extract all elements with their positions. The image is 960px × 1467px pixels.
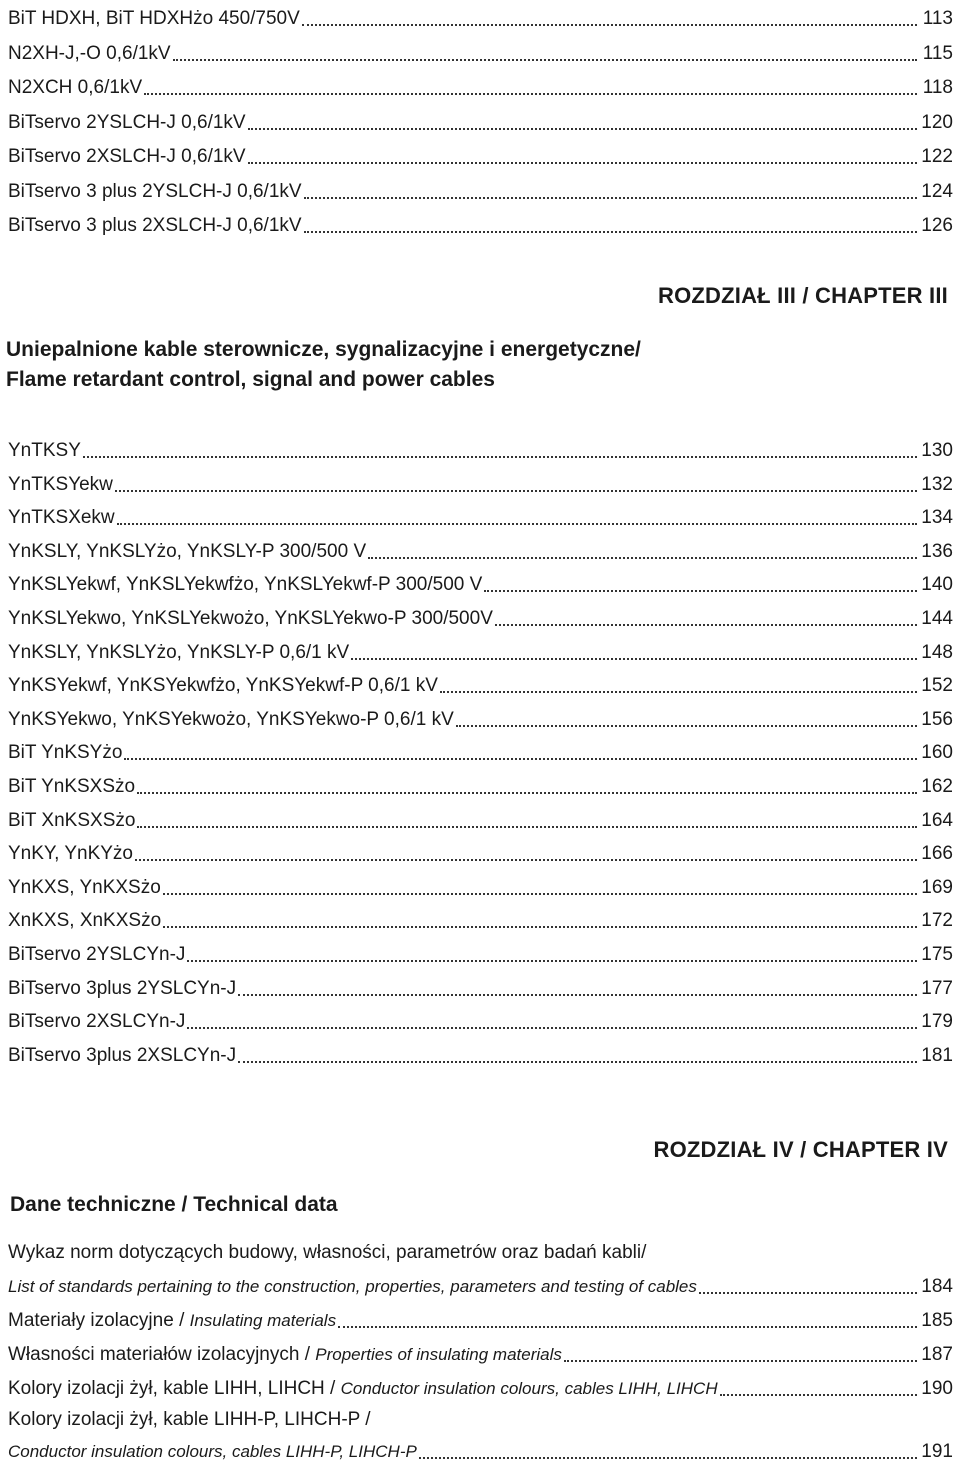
toc-entry[interactable] bbox=[8, 768, 953, 798]
toc-page-number: 148 bbox=[921, 641, 953, 663]
toc-entry-label: XnKXS, XnKXSżo bbox=[8, 910, 162, 932]
toc-page-number: 120 bbox=[921, 111, 953, 133]
leader-dots bbox=[564, 1359, 917, 1362]
toc-page-number: 177 bbox=[921, 977, 953, 999]
toc-page-number: 122 bbox=[921, 146, 953, 167]
leader-dots bbox=[173, 58, 917, 61]
chapter-3-heading: ROZDZIAŁ III / CHAPTER III bbox=[658, 283, 948, 308]
leader-dots bbox=[144, 92, 917, 95]
leader-dots bbox=[187, 1026, 917, 1029]
toc-entry-label: BiTservo 3 plus 2YSLCH-J 0,6/1kV bbox=[8, 180, 302, 202]
toc-page-number: 132 bbox=[921, 473, 953, 495]
toc-entry-label: YnKSYekwf, YnKSYekwfżo, YnKSYekwf-P 0,6/1 kV bbox=[8, 675, 438, 697]
leader-dots bbox=[124, 757, 917, 760]
leader-dots bbox=[163, 892, 917, 895]
toc-entry[interactable] bbox=[8, 902, 953, 932]
leader-dots bbox=[248, 161, 917, 164]
toc-page-number: 140 bbox=[921, 574, 953, 596]
leader-dots bbox=[302, 23, 917, 26]
toc-entry[interactable] bbox=[8, 600, 953, 630]
toc-entry[interactable] bbox=[8, 634, 953, 664]
toc-entry[interactable] bbox=[8, 1037, 953, 1067]
toc-page-number: 187 bbox=[921, 1344, 953, 1365]
toc-entry-colours[interactable] bbox=[8, 1370, 953, 1400]
colours-p-line1: Kolory izolacji żył, kable LIHH-P, LIHCH-P / bbox=[8, 1409, 371, 1430]
toc-entry[interactable] bbox=[8, 35, 953, 65]
chapter-4-heading: ROZDZIAŁ IV / CHAPTER IV bbox=[653, 1137, 948, 1162]
toc-entry[interactable] bbox=[8, 835, 953, 865]
toc-page-number: 115 bbox=[922, 42, 953, 64]
materials-pl: Materiały izolacyjne / bbox=[8, 1310, 190, 1331]
leader-dots bbox=[419, 1456, 917, 1459]
toc-entry-label: YnKXS, YnKXSżo bbox=[8, 876, 161, 898]
toc-entry-label: BiT YnKSXSżo bbox=[8, 776, 136, 797]
toc-entry-label: N2XCH 0,6/1kV bbox=[8, 77, 143, 98]
toc-page-number: 164 bbox=[921, 809, 953, 831]
leader-dots bbox=[137, 825, 917, 828]
toc-entry-label: YnKSYekwo, YnKSYekwożo, YnKSYekwo-P 0,6/1 kV bbox=[8, 708, 454, 730]
toc-entry[interactable] bbox=[8, 466, 953, 496]
toc-entry[interactable] bbox=[8, 432, 953, 462]
toc-entry-colours-p[interactable] bbox=[8, 1433, 953, 1463]
toc-page-number: 152 bbox=[921, 675, 953, 697]
properties-en: Properties of insulating materials bbox=[315, 1345, 562, 1364]
leader-dots bbox=[484, 589, 917, 592]
toc-entry[interactable] bbox=[8, 802, 953, 832]
toc-page-number: 181 bbox=[921, 1044, 953, 1066]
leader-dots bbox=[351, 657, 917, 660]
toc-page-number: 190 bbox=[921, 1378, 953, 1399]
toc-page-number: 134 bbox=[921, 507, 953, 529]
toc-entry[interactable] bbox=[8, 138, 953, 168]
toc-page-number: 179 bbox=[921, 1011, 953, 1033]
toc-entry[interactable] bbox=[8, 173, 953, 203]
toc-entry[interactable] bbox=[8, 970, 953, 1000]
toc-entry-label: BiTservo 2YSLCYn-J bbox=[8, 944, 186, 965]
toc-entry-label: YnKSLY, YnKSLYżo, YnKSLY-P 0,6/1 kV bbox=[8, 641, 350, 663]
toc-entry[interactable] bbox=[8, 936, 953, 966]
norms-line2: List of standards pertaining to the construction, properties, parameters and testing of cables bbox=[8, 1277, 697, 1296]
toc-page-number: 144 bbox=[921, 608, 953, 629]
leader-dots bbox=[720, 1393, 917, 1396]
toc-entry[interactable] bbox=[8, 533, 953, 563]
leader-dots bbox=[163, 925, 917, 928]
leader-dots bbox=[338, 1325, 917, 1328]
toc-entry-label: YnKY, YnKYżo bbox=[8, 843, 134, 865]
chapter-4-title: Dane techniczne / Technical data bbox=[10, 1193, 338, 1216]
norms-line1: Wykaz norm dotyczących budowy, własności, parametrów oraz badań kabli/ bbox=[8, 1242, 647, 1263]
colours-en: Conductor insulation colours, cables LIHH, LIHCH bbox=[340, 1379, 718, 1398]
leader-dots bbox=[238, 1060, 917, 1063]
colours-pl: Kolory izolacji żył, kable LIHH, LIHCH / bbox=[8, 1378, 341, 1399]
toc-page-number: 166 bbox=[921, 843, 953, 865]
toc-page-number: 118 bbox=[922, 77, 953, 98]
toc-entry[interactable] bbox=[8, 701, 953, 731]
leader-dots bbox=[248, 127, 917, 130]
toc-page-number: 130 bbox=[921, 440, 953, 461]
leader-dots bbox=[238, 993, 917, 996]
toc-entry-properties[interactable] bbox=[8, 1336, 953, 1366]
toc-entry-label: BiT HDXH, BiT HDXHżo 450/750V bbox=[8, 8, 300, 29]
toc-entry-label: BiT XnKSXSżo bbox=[8, 809, 136, 831]
leader-dots bbox=[83, 455, 917, 458]
toc-page-number: 185 bbox=[921, 1310, 953, 1331]
toc-entry-label: YnTKSY bbox=[8, 440, 81, 461]
leader-dots bbox=[304, 230, 917, 233]
toc-page-number: 175 bbox=[921, 944, 953, 965]
toc-entry-label: BiTservo 2XSLCYn-J bbox=[8, 1011, 186, 1033]
colours-p-en: Conductor insulation colours, cables LIHH-P, LIHCH-P bbox=[8, 1442, 417, 1461]
leader-dots bbox=[456, 724, 917, 727]
toc-page-number: 124 bbox=[921, 180, 953, 202]
leader-dots bbox=[187, 959, 917, 962]
toc-entry-label: BiT YnKSYżo bbox=[8, 742, 123, 764]
leader-dots bbox=[495, 623, 917, 626]
toc-entry-label: YnKSLYekwo, YnKSLYekwożo, YnKSLYekwo-P 300/500V bbox=[8, 608, 493, 629]
toc-page-number: 169 bbox=[921, 876, 953, 898]
toc-entry[interactable] bbox=[8, 734, 953, 764]
toc-entry-label: YnTKSXekw bbox=[8, 507, 115, 529]
materials-en: Insulating materials bbox=[189, 1311, 337, 1330]
toc-page-number: 156 bbox=[921, 708, 953, 730]
toc-page-number: 136 bbox=[921, 540, 953, 562]
toc-entry[interactable] bbox=[8, 69, 953, 99]
toc-page-number: 184 bbox=[921, 1276, 953, 1297]
toc-entry-label: YnTKSYekw bbox=[8, 473, 113, 495]
leader-dots bbox=[115, 489, 917, 492]
toc-entry-label: YnKSLYekwf, YnKSLYekwfżo, YnKSLYekwf-P 300/500 V bbox=[8, 574, 483, 596]
toc-page-number: 113 bbox=[922, 8, 953, 29]
toc-entry[interactable] bbox=[8, 667, 953, 697]
toc-entry[interactable] bbox=[8, 1003, 953, 1033]
toc-entry[interactable] bbox=[8, 0, 953, 30]
leader-dots bbox=[699, 1291, 917, 1294]
toc-entry[interactable] bbox=[8, 104, 953, 134]
toc-entry[interactable] bbox=[8, 869, 953, 899]
leader-dots bbox=[137, 791, 917, 794]
toc-entry[interactable] bbox=[8, 566, 953, 596]
toc-entry-label: N2XH-J,-O 0,6/1kV bbox=[8, 42, 171, 64]
toc-page-number: 191 bbox=[921, 1441, 953, 1462]
leader-dots bbox=[368, 556, 917, 559]
toc-entry-label: BiTservo 3 plus 2XSLCH-J 0,6/1kV bbox=[8, 215, 302, 236]
toc-entry-label: BiTservo 3plus 2YSLCYn-J bbox=[8, 977, 237, 999]
properties-pl: Własności materiałów izolacyjnych / bbox=[8, 1344, 316, 1365]
leader-dots bbox=[440, 690, 917, 693]
toc-entry[interactable] bbox=[8, 499, 953, 529]
toc-entry-norms[interactable] bbox=[8, 1268, 953, 1298]
toc-page-number: 160 bbox=[921, 742, 953, 764]
chapter-3-title-line2: Flame retardant control, signal and power cables bbox=[6, 368, 495, 391]
toc-entry-label: BiTservo 3plus 2XSLCYn-J bbox=[8, 1044, 237, 1066]
leader-dots bbox=[304, 196, 917, 199]
toc-entry[interactable] bbox=[8, 207, 953, 237]
toc-page-number: 162 bbox=[921, 776, 953, 797]
toc-page-number: 172 bbox=[921, 910, 953, 932]
toc-entry-label: BiTservo 2YSLCH-J 0,6/1kV bbox=[8, 111, 246, 133]
leader-dots bbox=[117, 522, 917, 525]
toc-entry-materials[interactable] bbox=[8, 1302, 953, 1332]
leader-dots bbox=[135, 858, 917, 861]
toc-entry-label: BiTservo 2XSLCH-J 0,6/1kV bbox=[8, 146, 246, 167]
toc-page-number: 126 bbox=[921, 215, 953, 236]
toc-entry-label: YnKSLY, YnKSLYżo, YnKSLY-P 300/500 V bbox=[8, 540, 367, 562]
chapter-3-title-line1: Uniepalnione kable sterownicze, sygnalizacyjne i energetyczne/ bbox=[6, 338, 641, 361]
